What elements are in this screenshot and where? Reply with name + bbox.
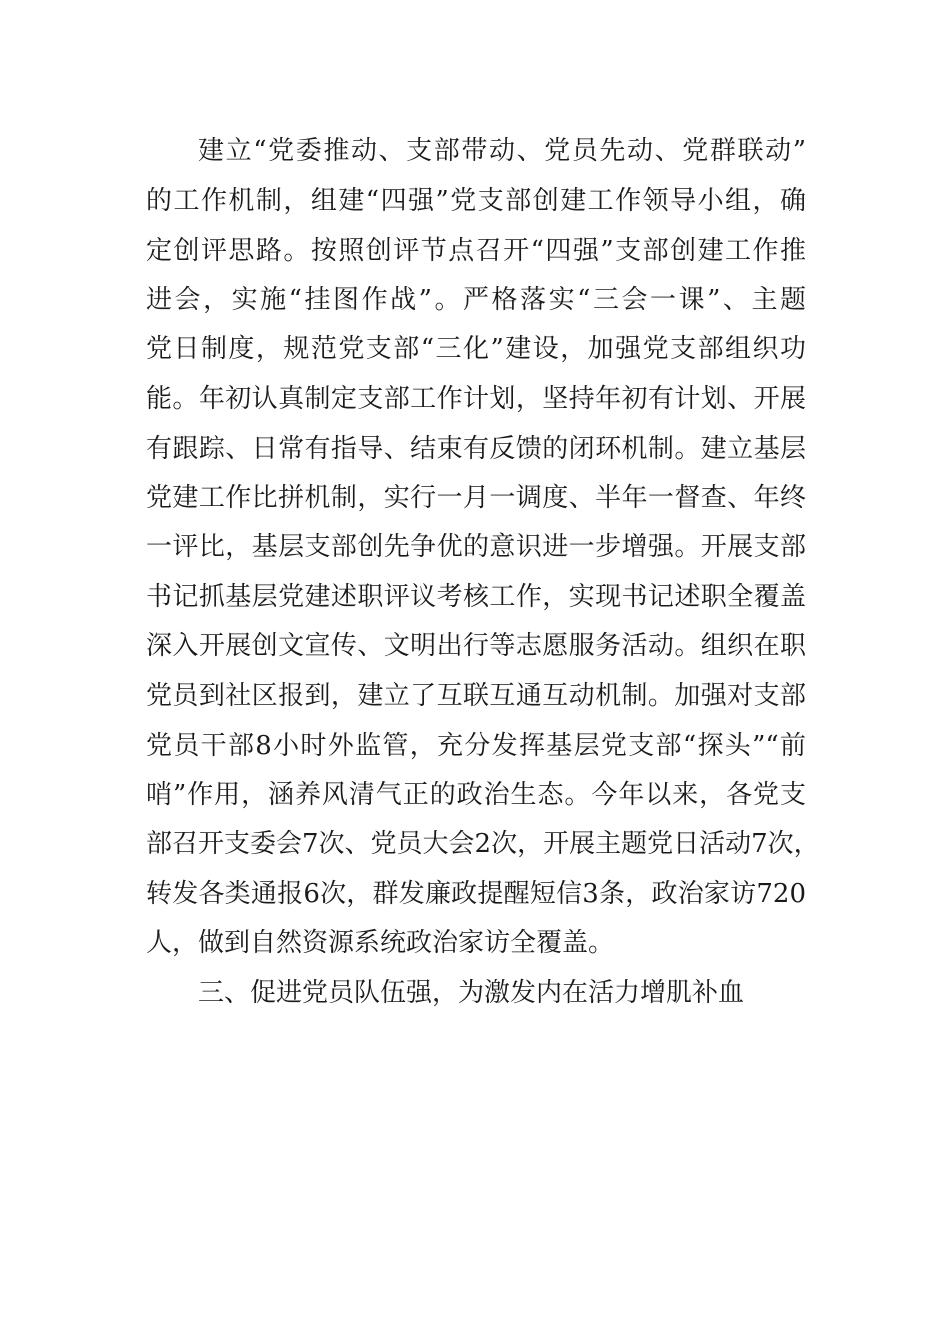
paragraph-line: 能。年初认真制定支部工作计划，坚持年初有计划、开展 — [146, 384, 806, 414]
paragraph-line: 定创评思路。按照创评节点召开“四强”支部创建工作推 — [146, 236, 806, 266]
paragraph-line: 有跟踪、日常有指导、结束有反馈的闭环机制。建立基层 — [146, 434, 806, 464]
section-heading: 三、促进党员队伍强，为激发内在活力增肌补血 — [198, 978, 745, 1008]
paragraph-line: 人，做到自然资源系统政治家访全覆盖。 — [146, 928, 615, 958]
paragraph-line: 党建工作比拼机制，实行一月一调度、半年一督查、年终 — [146, 483, 806, 513]
paragraph-line: 部召开支委会7次、党员大会2次，开展主题党日活动7次， — [146, 829, 820, 859]
paragraph-line: 党员到社区报到，建立了互联互通互动机制。加强对支部 — [146, 681, 806, 711]
paragraph-line: 一评比，基层支部创先争优的意识进一步增强。开展支部 — [146, 532, 806, 562]
paragraph-line: 建立“党委推动、支部带动、党员先动、党群联动” — [198, 136, 806, 166]
paragraph-line: 进会，实施“挂图作战”。严格落实“三会一课”、主题 — [146, 285, 806, 315]
paragraph-line: 书记抓基层党建述职评议考核工作，实现书记述职全覆盖 — [146, 582, 806, 612]
paragraph-line: 党员干部8小时外监管，充分发挥基层党支部“探头”“前 — [146, 731, 806, 761]
paragraph-line: 转发各类通报6次，群发廉政提醒短信3条，政治家访720 — [146, 879, 806, 909]
paragraph-line: 深入开展创文宣传、文明出行等志愿服务活动。组织在职 — [146, 631, 806, 661]
paragraph-line: 哨”作用，涵养风清气正的政治生态。今年以来，各党支 — [146, 780, 806, 810]
paragraph-line: 党日制度，规范党支部“三化”建设，加强党支部组织功 — [146, 334, 806, 364]
paragraph-line: 的工作机制，组建“四强”党支部创建工作领导小组，确 — [146, 186, 806, 216]
